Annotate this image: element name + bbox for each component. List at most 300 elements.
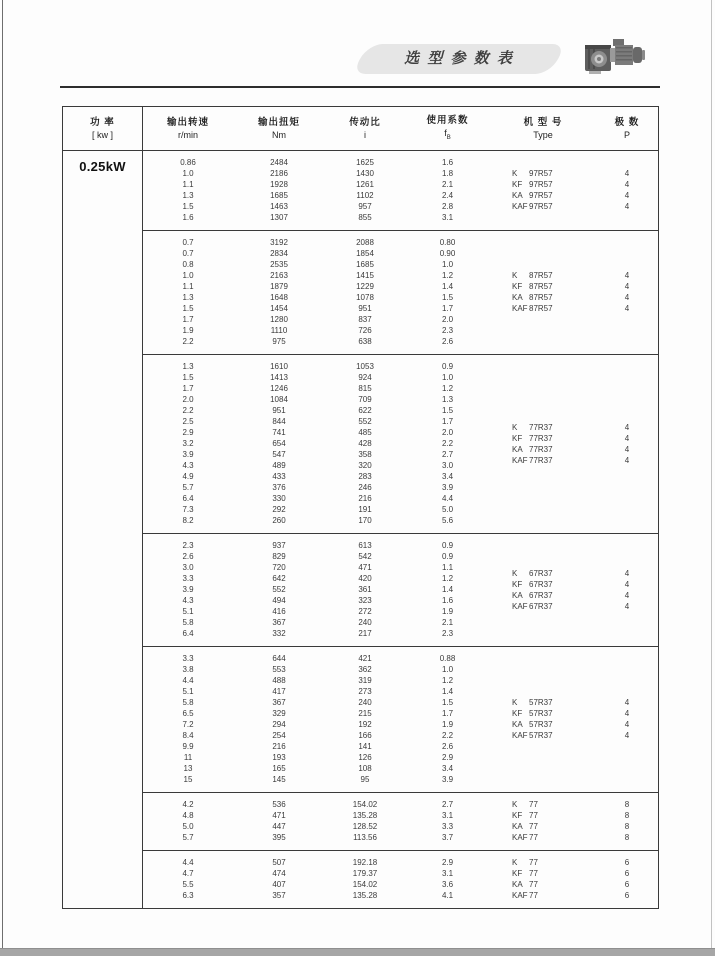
poles-column (596, 799, 658, 843)
header-torque-unit: Nm (272, 130, 286, 140)
poles-column (596, 157, 658, 223)
model-prefix: KA (512, 191, 523, 200)
torque-value-cell: 1648 (270, 293, 288, 302)
torque-value-cell: 193 (272, 753, 286, 762)
ratio-column (325, 540, 405, 639)
data-block-1 (143, 151, 658, 230)
torque-column (233, 157, 325, 223)
speed-value-cell: 2.2 (182, 337, 194, 346)
model-prefix: KAF (512, 455, 528, 465)
ratio-value-cell: 272 (358, 607, 372, 616)
ratio-value-cell: 166 (358, 731, 372, 740)
factor-column (405, 157, 490, 223)
header-torque-cn: 输出扭矩 (257, 117, 300, 128)
factor-value-cell: 1.2 (441, 676, 454, 685)
factor-value-cell: 3.9 (441, 483, 454, 492)
factor-column (405, 653, 490, 785)
factor-value-cell: 2.8 (441, 202, 454, 211)
torque-value-cell: 937 (272, 541, 286, 550)
ratio-value-cell: 192.18 (352, 858, 378, 867)
torque-value-cell: 1685 (270, 191, 288, 200)
page-title-banner (352, 44, 566, 74)
ratio-value-cell: 217 (358, 629, 372, 638)
factor-column (405, 237, 490, 347)
power-rating-label: 0.25kW (63, 151, 143, 908)
ratio-column (325, 361, 405, 526)
ratio-value-cell: 323 (358, 596, 372, 605)
factor-value-cell: 3.1 (441, 213, 454, 222)
speed-value-cell: 1.3 (182, 191, 194, 200)
model-type-cell (512, 857, 596, 868)
model-prefix: KA (512, 293, 523, 302)
model-prefix: KA (512, 590, 523, 600)
ratio-value-cell: 1078 (356, 293, 374, 302)
model-prefix: KAF (512, 601, 528, 611)
speed-value-cell: 8.4 (182, 731, 194, 740)
ratio-column (325, 157, 405, 223)
factor-value-cell: 2.2 (441, 731, 454, 740)
speed-value-cell: 5.7 (182, 483, 194, 492)
speed-value-cell: 1.7 (182, 384, 194, 393)
ratio-value-cell: 135.28 (352, 811, 378, 820)
speed-value-cell: 5.8 (182, 698, 194, 707)
torque-value-cell: 547 (272, 450, 286, 459)
torque-value-cell: 488 (272, 676, 286, 685)
factor-value-cell: 1.4 (441, 585, 454, 594)
model-prefix: K (512, 422, 518, 432)
speed-value-cell: 1.1 (182, 180, 194, 189)
factor-value-cell: 0.80 (439, 238, 456, 247)
factor-value-cell: 2.3 (441, 326, 454, 335)
model-code: 77 (529, 880, 538, 889)
type-column (490, 653, 596, 785)
model-prefix: K (512, 698, 518, 707)
model-type-cell (512, 697, 596, 708)
torque-value-cell: 1246 (270, 384, 288, 393)
speed-value-cell: 5.5 (182, 880, 194, 889)
speed-value-cell: 4.4 (182, 858, 194, 867)
torque-column (233, 857, 325, 901)
speed-value-cell: 3.3 (182, 654, 194, 663)
torque-column (233, 540, 325, 639)
speed-value-cell: 11 (183, 753, 193, 762)
torque-value-cell: 2484 (270, 158, 288, 167)
model-type-cell (512, 821, 596, 832)
model-prefix: K (512, 858, 518, 867)
poles-value-cell: 4 (624, 568, 630, 578)
factor-value-cell: 5.0 (441, 505, 454, 514)
ratio-column (325, 237, 405, 347)
poles-value-cell: 4 (624, 709, 630, 718)
type-column (490, 857, 596, 901)
factor-column (405, 799, 490, 843)
data-block-5 (143, 646, 658, 792)
torque-value-cell: 494 (272, 596, 286, 605)
factor-value-cell: 1.3 (441, 395, 454, 404)
factor-value-cell: 4.1 (441, 891, 454, 900)
model-type-cell (512, 444, 596, 455)
model-type-cell (512, 168, 596, 179)
speed-value-cell: 3.9 (182, 450, 194, 459)
model-code: 77 (529, 800, 538, 809)
model-prefix: K (512, 800, 518, 809)
table-header-row (63, 107, 658, 151)
speed-value-cell: 13 (183, 764, 193, 773)
data-block-7 (143, 850, 658, 908)
factor-value-cell: 2.1 (441, 180, 454, 189)
model-code: 77R37 (529, 444, 553, 454)
type-column (490, 540, 596, 639)
speed-value-cell: 1.0 (182, 169, 194, 178)
factor-value-cell: 4.4 (441, 494, 454, 503)
speed-value-cell: 5.8 (182, 618, 194, 627)
torque-value-cell: 2535 (270, 260, 288, 269)
speed-value-cell: 3.3 (182, 574, 194, 583)
torque-value-cell: 367 (272, 698, 286, 707)
model-code: 67R37 (529, 590, 553, 600)
model-code: 87R57 (529, 293, 553, 302)
factor-value-cell: 1.4 (441, 687, 454, 696)
model-code: 77R37 (529, 422, 553, 432)
torque-value-cell: 1307 (270, 213, 288, 222)
model-code: 97R57 (529, 202, 553, 211)
factor-column (405, 361, 490, 526)
torque-value-cell: 145 (272, 775, 286, 784)
model-prefix: KAF (512, 202, 528, 211)
ratio-value-cell: 240 (358, 698, 372, 707)
torque-value-cell: 507 (272, 858, 286, 867)
model-type-cell (512, 190, 596, 201)
ratio-value-cell: 1053 (356, 362, 374, 371)
ratio-value-cell: 951 (358, 304, 372, 313)
ratio-column (325, 799, 405, 843)
factor-value-cell: 2.9 (441, 858, 454, 867)
ratio-value-cell: 421 (358, 654, 372, 663)
model-type-cell (512, 455, 596, 466)
header-model-type (490, 107, 596, 150)
poles-value-cell: 4 (624, 271, 630, 280)
torque-value-cell: 294 (272, 720, 286, 729)
model-type-cell (512, 590, 596, 601)
model-type-cell (512, 601, 596, 612)
torque-value-cell: 720 (272, 563, 286, 572)
header-power-unit: [ kw ] (91, 130, 113, 140)
speed-value-cell: 1.1 (182, 282, 194, 291)
ratio-value-cell: 154.02 (352, 800, 378, 809)
speed-value-cell: 0.8 (182, 260, 194, 269)
factor-value-cell: 1.2 (441, 574, 454, 583)
torque-value-cell: 1610 (270, 362, 288, 371)
header-poles (596, 107, 658, 150)
data-block-3 (143, 354, 658, 533)
ratio-value-cell: 1854 (356, 249, 374, 258)
factor-value-cell: 2.4 (441, 191, 454, 200)
model-code: 87R57 (529, 271, 553, 280)
data-block-4 (143, 533, 658, 646)
torque-value-cell: 357 (272, 891, 286, 900)
poles-column (596, 653, 658, 785)
torque-value-cell: 407 (272, 880, 286, 889)
factor-value-cell: 1.7 (441, 417, 454, 426)
factor-value-cell: 2.7 (441, 450, 454, 459)
speed-value-cell: 1.0 (182, 271, 194, 280)
speed-value-cell: 1.9 (182, 326, 194, 335)
torque-column (233, 237, 325, 347)
speed-column (143, 540, 233, 639)
ratio-value-cell: 1102 (356, 191, 374, 200)
model-type-cell (512, 568, 596, 579)
factor-value-cell: 2.0 (441, 428, 454, 437)
torque-value-cell: 2163 (270, 271, 288, 280)
speed-value-cell: 1.5 (182, 202, 194, 211)
torque-value-cell: 416 (272, 607, 286, 616)
torque-value-cell: 292 (272, 505, 286, 514)
type-column (490, 799, 596, 843)
factor-value-cell: 1.5 (441, 406, 454, 415)
poles-value-cell: 4 (624, 191, 630, 200)
torque-value-cell: 741 (272, 428, 286, 437)
ratio-value-cell: 1685 (356, 260, 374, 269)
ratio-value-cell: 283 (358, 472, 372, 481)
ratio-value-cell: 240 (358, 618, 372, 627)
type-column (490, 361, 596, 526)
ratio-value-cell: 135.28 (352, 891, 378, 900)
torque-value-cell: 1454 (270, 304, 288, 313)
ratio-value-cell: 108 (358, 764, 372, 773)
speed-value-cell: 4.2 (182, 800, 194, 809)
factor-value-cell: 1.9 (441, 720, 454, 729)
speed-value-cell: 4.4 (182, 676, 194, 685)
torque-value-cell: 260 (272, 516, 286, 525)
table-blocks (143, 151, 658, 908)
ratio-value-cell: 485 (358, 428, 372, 437)
ratio-value-cell: 362 (358, 665, 372, 674)
poles-value-cell: 4 (624, 202, 630, 211)
factor-value-cell: 3.1 (441, 869, 454, 878)
torque-value-cell: 951 (272, 406, 286, 415)
model-code: 77 (529, 858, 538, 867)
torque-value-cell: 471 (272, 811, 286, 820)
header-factor-cn: 使用系数 (426, 114, 469, 126)
model-code: 77R37 (529, 433, 553, 443)
poles-column (596, 540, 658, 639)
factor-value-cell: 0.90 (439, 249, 456, 258)
speed-column (143, 799, 233, 843)
factor-value-cell: 3.4 (441, 764, 454, 773)
speed-value-cell: 0.7 (182, 238, 194, 247)
factor-value-cell: 2.3 (441, 629, 454, 638)
torque-value-cell: 654 (272, 439, 286, 448)
header-factor-symbol: $f_B$ (444, 127, 451, 141)
header-power-cn: 功 率 (90, 117, 115, 128)
model-type-cell (512, 868, 596, 879)
ratio-value-cell: 191 (358, 505, 372, 514)
torque-value-cell: 376 (272, 483, 286, 492)
poles-value-cell: 4 (624, 180, 630, 189)
poles-value-cell: 8 (624, 811, 630, 820)
ratio-value-cell: 638 (358, 337, 372, 346)
model-type-cell (512, 879, 596, 890)
factor-value-cell: 1.6 (441, 158, 454, 167)
factor-value-cell: 1.9 (441, 607, 454, 616)
model-type-cell (512, 281, 596, 292)
model-code: 77 (529, 833, 538, 842)
factor-value-cell: 1.5 (441, 293, 454, 302)
torque-value-cell: 644 (272, 654, 286, 663)
speed-value-cell: 7.2 (182, 720, 194, 729)
model-code: 77 (529, 869, 538, 878)
model-type-cell (512, 799, 596, 810)
speed-value-cell: 1.3 (182, 293, 194, 302)
poles-value-cell: 4 (624, 698, 630, 707)
header-type-cn: 机 型 号 (523, 117, 563, 128)
model-type-cell (512, 303, 596, 314)
page-title: 选 型 参 数 表 (404, 50, 514, 67)
torque-value-cell: 447 (272, 822, 286, 831)
speed-value-cell: 2.9 (182, 428, 194, 437)
speed-value-cell: 9.9 (182, 742, 194, 751)
ratio-value-cell: 613 (358, 541, 372, 550)
torque-value-cell: 474 (272, 869, 286, 878)
model-code: 87R57 (529, 304, 553, 313)
speed-value-cell: 6.4 (182, 629, 194, 638)
model-type-cell (512, 832, 596, 843)
speed-value-cell: 15 (183, 775, 193, 784)
factor-value-cell: 3.7 (441, 833, 454, 842)
torque-value-cell: 2834 (270, 249, 288, 258)
speed-value-cell: 3.2 (182, 439, 194, 448)
ratio-value-cell: 1430 (356, 169, 374, 178)
ratio-value-cell: 428 (358, 439, 372, 448)
ratio-value-cell: 154.02 (352, 880, 378, 889)
torque-column (233, 361, 325, 526)
ratio-value-cell: 420 (358, 574, 372, 583)
factor-value-cell: 2.7 (441, 800, 454, 809)
ratio-column (325, 857, 405, 901)
speed-value-cell: 6.3 (182, 891, 194, 900)
header-type-en: Type (533, 130, 553, 140)
page-left-edge-line (2, 0, 3, 948)
factor-value-cell: 3.6 (441, 880, 454, 889)
torque-value-cell: 1463 (270, 202, 288, 211)
factor-value-cell: 0.9 (441, 362, 454, 371)
factor-value-cell: 1.8 (441, 169, 454, 178)
ratio-value-cell: 1229 (356, 282, 374, 291)
ratio-value-cell: 855 (358, 213, 372, 222)
model-code: 97R57 (529, 180, 553, 189)
factor-column (405, 857, 490, 901)
ratio-value-cell: 361 (358, 585, 372, 594)
speed-value-cell: 2.2 (182, 406, 194, 415)
speed-value-cell: 0.7 (182, 249, 194, 258)
speed-value-cell: 4.3 (182, 596, 194, 605)
poles-value-cell: 8 (624, 822, 630, 831)
factor-value-cell: 2.0 (441, 315, 454, 324)
ratio-value-cell: 215 (358, 709, 372, 718)
speed-value-cell: 3.0 (182, 563, 194, 572)
model-code: 67R37 (529, 601, 553, 611)
poles-value-cell: 4 (624, 601, 630, 611)
torque-value-cell: 417 (272, 687, 286, 696)
speed-value-cell: 3.9 (182, 585, 194, 594)
model-prefix: KF (512, 579, 523, 589)
torque-value-cell: 216 (272, 742, 286, 751)
poles-value-cell: 6 (624, 891, 630, 900)
model-code: 77 (529, 811, 538, 820)
factor-value-cell: 1.7 (441, 709, 454, 718)
poles-value-cell: 4 (624, 579, 630, 589)
torque-value-cell: 1110 (270, 326, 288, 335)
model-prefix: K (512, 169, 518, 178)
torque-value-cell: 165 (272, 764, 286, 773)
torque-value-cell: 254 (272, 731, 286, 740)
speed-value-cell: 6.4 (182, 494, 194, 503)
speed-value-cell: 4.7 (182, 869, 194, 878)
ratio-value-cell: 141 (358, 742, 372, 751)
factor-value-cell: 1.6 (441, 596, 454, 605)
speed-value-cell: 1.3 (182, 362, 194, 371)
ratio-value-cell: 1625 (356, 158, 374, 167)
model-prefix: KA (512, 880, 523, 889)
model-type-cell (512, 579, 596, 590)
model-prefix: KA (512, 444, 523, 454)
factor-value-cell: 0.9 (441, 541, 454, 550)
torque-column (233, 799, 325, 843)
poles-value-cell: 6 (624, 869, 630, 878)
model-code: 67R37 (529, 568, 553, 578)
model-prefix: KA (512, 822, 523, 831)
torque-value-cell: 844 (272, 417, 286, 426)
speed-value-cell: 2.5 (182, 417, 194, 426)
speed-value-cell: 5.0 (182, 822, 194, 831)
poles-column (596, 361, 658, 526)
speed-value-cell: 0.86 (180, 158, 196, 167)
factor-value-cell: 2.6 (441, 337, 454, 346)
ratio-value-cell: 471 (358, 563, 372, 572)
speed-value-cell: 1.5 (182, 304, 194, 313)
ratio-value-cell: 358 (358, 450, 372, 459)
torque-value-cell: 975 (272, 337, 286, 346)
model-code: 97R57 (529, 169, 553, 178)
torque-value-cell: 332 (272, 629, 286, 638)
speed-value-cell: 4.8 (182, 811, 194, 820)
torque-value-cell: 367 (272, 618, 286, 627)
ratio-value-cell: 320 (358, 461, 372, 470)
poles-value-cell: 4 (624, 422, 630, 432)
factor-value-cell: 1.5 (441, 698, 454, 707)
factor-value-cell: 2.9 (441, 753, 454, 762)
poles-value-cell: 8 (624, 800, 630, 809)
model-type-cell (512, 201, 596, 212)
torque-value-cell: 552 (272, 585, 286, 594)
poles-value-cell: 6 (624, 858, 630, 867)
speed-value-cell: 5.1 (182, 607, 194, 616)
ratio-value-cell: 837 (358, 315, 372, 324)
factor-value-cell: 1.0 (441, 665, 454, 674)
header-service-factor (405, 107, 490, 150)
ratio-value-cell: 170 (358, 516, 372, 525)
ratio-value-cell: 2088 (356, 238, 374, 247)
torque-value-cell: 330 (272, 494, 286, 503)
header-ratio-symbol: i (364, 130, 366, 140)
model-code: 57R37 (529, 720, 553, 729)
model-prefix: KA (512, 720, 523, 729)
torque-value-cell: 642 (272, 574, 286, 583)
poles-column (596, 237, 658, 347)
factor-value-cell: 1.0 (441, 373, 454, 382)
speed-value-cell: 2.6 (182, 552, 194, 561)
poles-value-cell: 4 (624, 590, 630, 600)
